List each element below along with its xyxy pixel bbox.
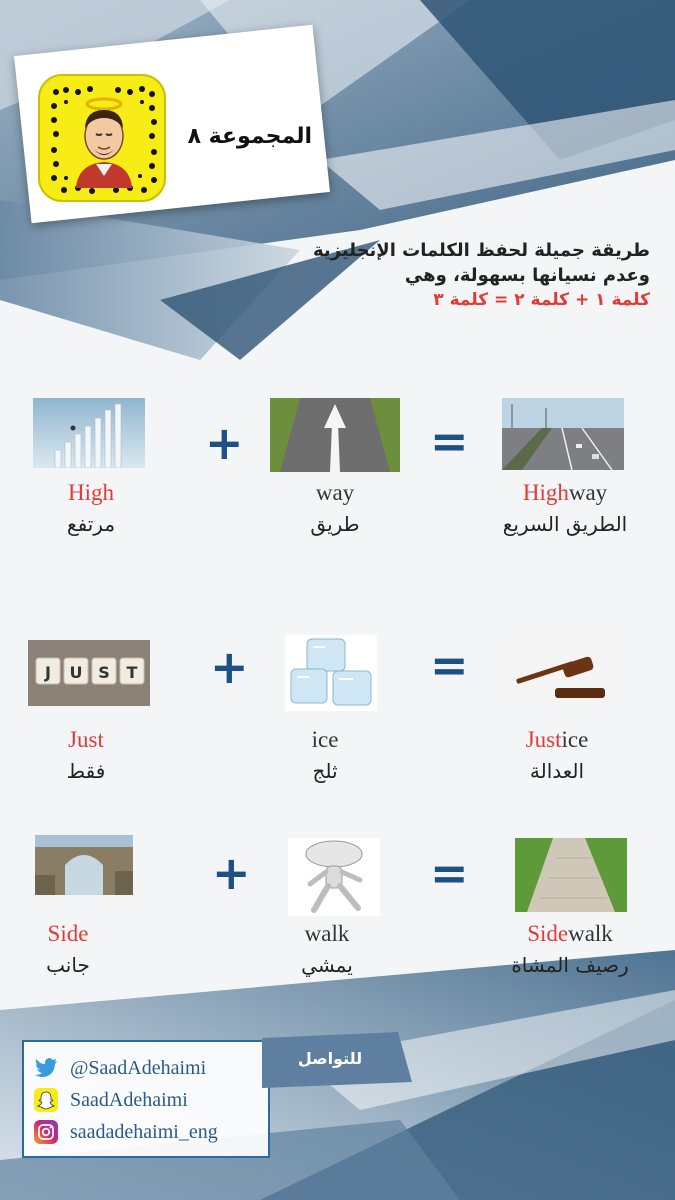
word1-english: High xyxy=(68,480,114,505)
word2-arabic: ثلج xyxy=(312,759,338,783)
highway-image xyxy=(502,398,624,470)
word2-english: way xyxy=(315,480,355,505)
result-arabic: العدالة xyxy=(529,759,585,783)
svg-text:T: T xyxy=(126,663,138,682)
twitter-icon xyxy=(34,1056,58,1080)
svg-text:J: J xyxy=(45,663,51,682)
side-image xyxy=(35,835,133,895)
just-image xyxy=(28,640,150,706)
word2-english: walk xyxy=(304,921,350,946)
intro-line-2: وعدم نسيانها بسهولة، وهي xyxy=(404,265,650,286)
result-english: Sidewalk xyxy=(527,921,613,946)
twitter-handle: @SaadAdehaimi xyxy=(70,1056,207,1079)
equals-sign: = xyxy=(430,638,469,692)
result-arabic: رصيف المشاة xyxy=(511,953,629,977)
word2-english: ice xyxy=(311,727,339,752)
plus-sign: + xyxy=(212,846,251,900)
instagram-row[interactable] xyxy=(34,1118,274,1146)
intro-text xyxy=(255,238,650,313)
instagram-icon xyxy=(34,1120,58,1144)
result-english: Highway xyxy=(522,480,608,505)
word1-arabic: جانب xyxy=(46,953,90,977)
equals-sign: = xyxy=(430,846,469,900)
group-title: المجموعة ٨ xyxy=(187,124,312,149)
snapcode-avatar-icon xyxy=(40,76,166,202)
plus-sign: + xyxy=(205,416,244,470)
plus-sign: + xyxy=(210,640,249,694)
word1-english: Side xyxy=(47,921,89,946)
svg-text:U: U xyxy=(69,663,83,682)
contact-tab-label: للتواصل xyxy=(297,1049,363,1068)
snapcode-image xyxy=(38,74,166,202)
word1-arabic: مرتفع xyxy=(66,512,116,536)
high-image xyxy=(33,398,145,468)
snapchat-handle: SaadAdehaimi xyxy=(70,1088,188,1111)
snapchat-icon xyxy=(34,1088,58,1112)
snapchat-row[interactable] xyxy=(34,1086,274,1114)
intro-line-1: طريقة جميلة لحفظ الكلمات الإنجليزية xyxy=(313,240,650,261)
result-arabic: الطريق السريع xyxy=(502,512,628,536)
twitter-row[interactable] xyxy=(34,1054,274,1082)
instagram-handle: saadadehaimi_eng xyxy=(70,1120,218,1143)
svg-text:S: S xyxy=(98,663,110,682)
justice-image xyxy=(505,630,625,706)
equals-sign: = xyxy=(430,414,469,468)
word1-english: Just xyxy=(68,727,104,752)
sidewalk-image xyxy=(515,838,627,912)
result-english: Justice xyxy=(525,727,589,752)
ice-image xyxy=(285,635,377,711)
way-image xyxy=(270,398,400,472)
word2-arabic: يمشي xyxy=(301,953,353,977)
word2-arabic: طريق xyxy=(310,512,360,536)
walk-image xyxy=(288,838,380,916)
intro-formula: كلمة ١ + كلمة ٢ = كلمة ٣ xyxy=(433,290,650,310)
word1-arabic: فقط xyxy=(66,759,106,783)
